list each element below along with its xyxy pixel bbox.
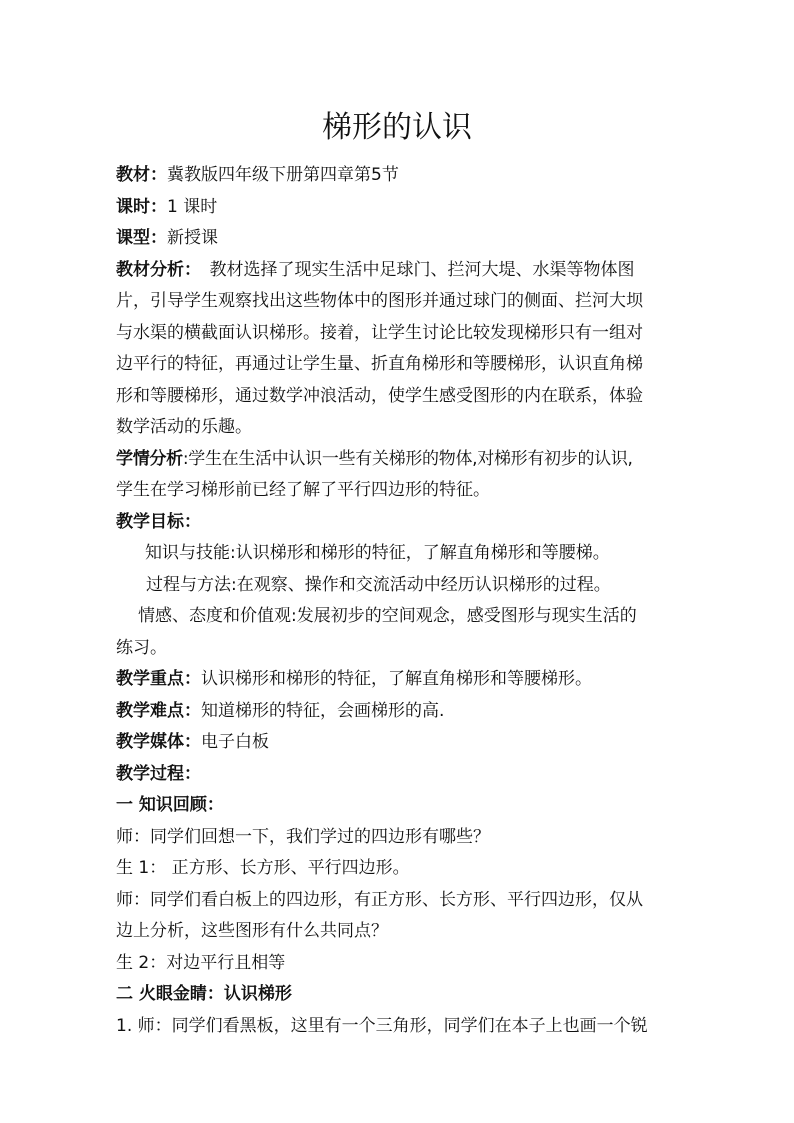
lesson-type-line [116, 223, 706, 255]
teacher-line-2b: 边上分析，这些图形有什么共同点？ [116, 921, 388, 941]
student-line-1: 生 1： 正方形、长方形、平行四边形。 [116, 858, 410, 878]
material-analysis-line-3: 与水渠的横截面认识梯形。接着，让学生讨论比较发现梯形只有一组对 [116, 322, 643, 343]
key-point-value: 认识梯形和梯形的特征，了解直角梯形和等腰梯形。 [201, 669, 592, 689]
page-title: 梯形的认识 [322, 110, 472, 145]
objective-emotion-line-2: 练习。 [116, 637, 167, 658]
key-point-label: 教学重点： [116, 669, 201, 689]
media-label: 教学媒体： [116, 732, 201, 752]
objectives-heading: 教学目标： [116, 511, 201, 532]
material-analysis-line-2: 片，引导学生观察找出这些物体中的图形并通过球门的侧面、拦河大坝 [116, 291, 643, 311]
material-analysis-line-5: 形和等腰梯形，通过数学冲浪活动，使学生感受图形的内在联系，体验 [116, 385, 643, 406]
class-hours-label: 课时： [116, 196, 167, 217]
teacher-line-2a: 师：同学们看白板上的四边形，有正方形、长方形、平行四边形，仅从 [116, 889, 643, 910]
objective-emotion-line-1: 情感、态度和价值观:发展初步的空间观念，感受图形与现实生活的 [138, 606, 637, 626]
material-analysis-label: 教材分析： [116, 259, 193, 280]
lesson-type-value: 新授课 [167, 228, 218, 248]
student-analysis-line-2: 学生在学习梯形前已经了解了平行四边形的特征。 [116, 480, 490, 500]
material-value: 冀教版四年级下册第四章第5节 [167, 165, 399, 185]
lesson-type-label: 课型： [116, 228, 167, 248]
media-value: 电子白板 [201, 732, 269, 752]
class-hours-line [116, 192, 706, 224]
student-analysis-line-1 [116, 444, 706, 476]
item-1-line: 1. 师：同学们看黑板，这里有一个三角形，同学们在本子上也画一个锐 [116, 1015, 648, 1036]
teacher-line-1: 师：同学们回想一下，我们学过的四边形有哪些？ [116, 826, 490, 847]
student-line-2: 生 2：对边平行且相等 [116, 952, 286, 973]
material-analysis-line-1 [116, 255, 706, 287]
difficulty-value: 知道梯形的特征，会画梯形的高. [201, 700, 445, 721]
media-line [116, 727, 706, 759]
material-line [116, 160, 706, 192]
process-heading: 教学过程： [116, 763, 201, 784]
material-analysis-line-4: 边平行的特征，再通过让学生量、折直角梯形和等腰梯形，认识直角梯 [116, 354, 643, 374]
student-analysis-label: 学情分析 [116, 448, 183, 469]
material-analysis-line-6: 数学活动的乐趣。 [116, 417, 252, 437]
material-analysis-text: 教材选择了现实生活中足球门、拦河大堤、水渠等物体图 [192, 259, 635, 280]
section-2-heading: 二 火眼金睛：认识梯形 [116, 984, 292, 1004]
difficulty-label: 教学难点： [116, 700, 201, 721]
document-body [116, 160, 706, 1042]
objective-knowledge: 知识与技能:认识梯形和梯形的特征，了解直角梯形和等腰梯。 [145, 543, 610, 563]
student-analysis-text: :学生在生活中认识一些有关梯形的物体,对梯形有初步的认识, [182, 448, 633, 469]
objective-process: 过程与方法:在观察、操作和交流活动中经历认识梯形的过程。 [146, 574, 611, 595]
section-1-heading: 一 知识回顾： [116, 795, 224, 815]
difficulty-line [116, 696, 706, 728]
class-hours-value: 1 课时 [167, 196, 218, 217]
key-point-line [116, 664, 706, 696]
material-label: 教材： [116, 165, 167, 185]
